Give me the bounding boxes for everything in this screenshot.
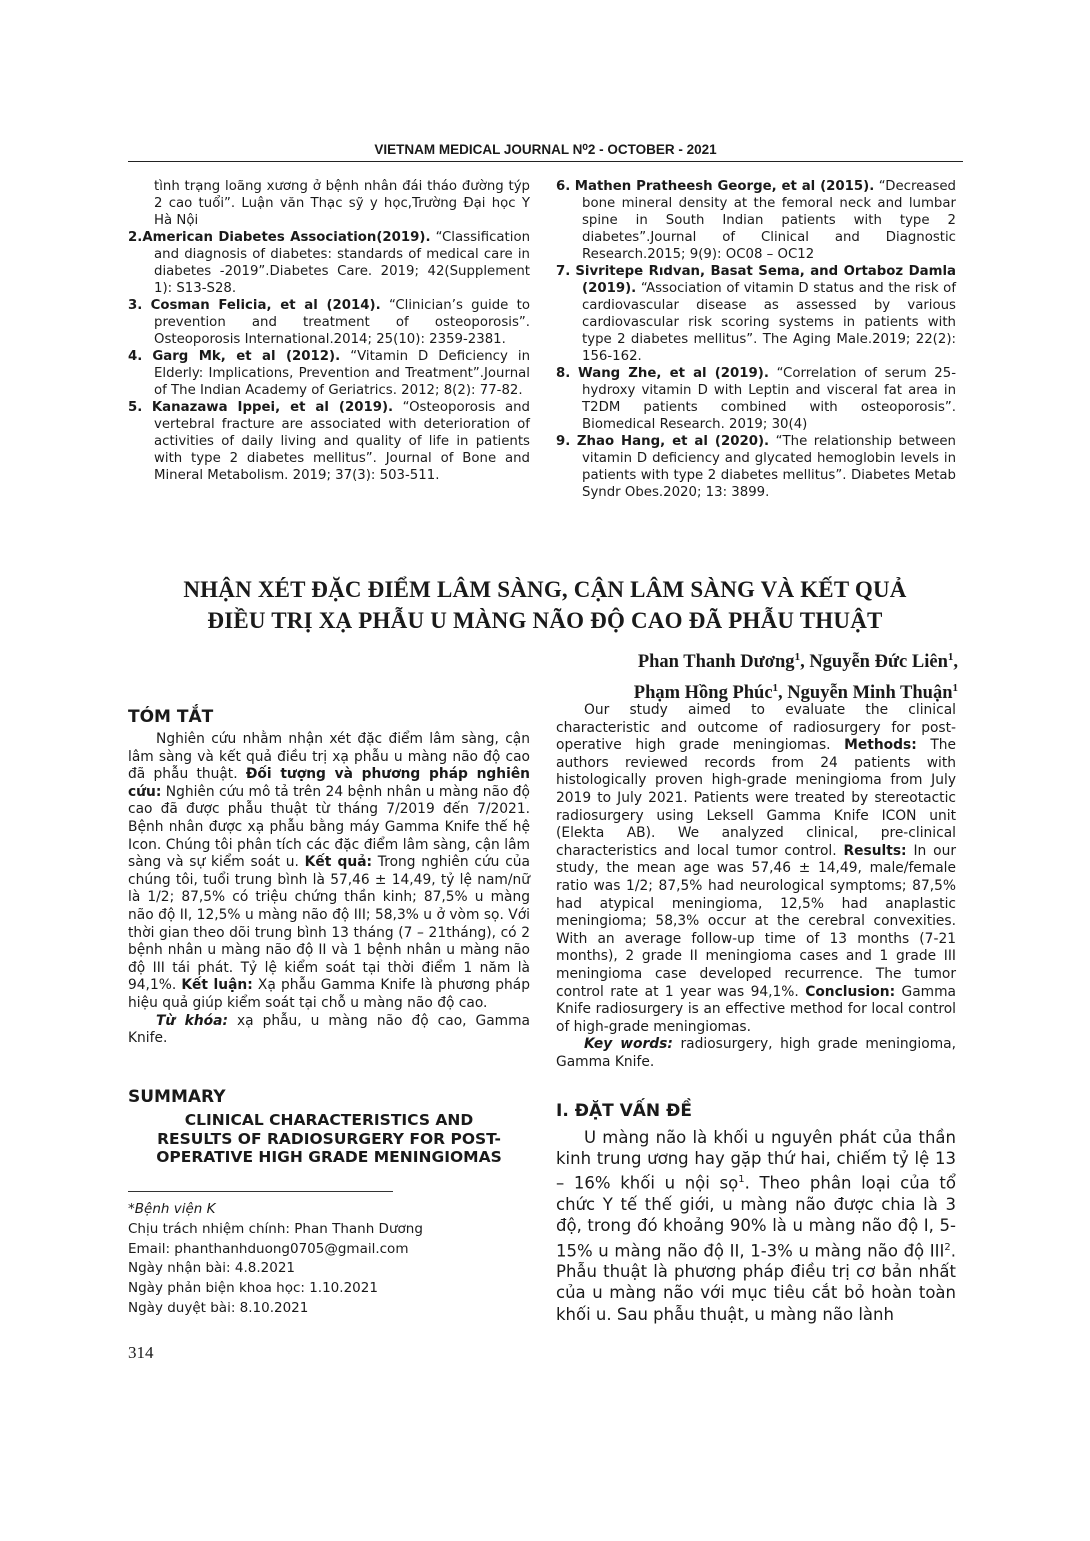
- summary-title-line: RESULTS OF RADIOSURGERY FOR POST-: [157, 1129, 501, 1148]
- reference-8: [556, 365, 956, 433]
- abstract-text: Gamma Knife radiosurgery is an effective method for local control of high-grade meningiomas.: [556, 983, 956, 1035]
- reference-4: [128, 348, 530, 399]
- reference-authors: Garg Mk, et al (2012).: [152, 349, 341, 364]
- reference-text: “Association of vitamin D status and the risk of cardiovascular disease as assessed by various cardiovascular risk scoring systems in patients with type 2 diabetes mellitus”. The Aging Male.2019; 22(2): 156-162.: [582, 281, 956, 364]
- summary-title-line: OPERATIVE HIGH GRADE MENINGIOMAS: [156, 1148, 502, 1166]
- footnote-email: Email: phanthanhduong0705@gmail.com: [128, 1240, 409, 1257]
- reference-number: 8.: [556, 366, 571, 381]
- keywords-label: Key words:: [584, 1036, 673, 1053]
- abstract-en-body: [556, 702, 956, 1036]
- reference-body: [556, 365, 956, 433]
- reference-authors: American Diabetes Association(2019).: [142, 230, 431, 245]
- author-affiliation-mark: 1: [772, 682, 779, 695]
- reference-number: 2.: [128, 230, 143, 245]
- references-right: [556, 178, 956, 501]
- intro-section: [556, 1127, 956, 1325]
- footnote-affiliation: *Bệnh viện K: [128, 1201, 216, 1217]
- author-affiliation-mark: 1: [794, 651, 801, 663]
- reference-body: [128, 399, 530, 484]
- article-title-line-1: NHẬN XÉT ĐẶC ĐIỂM LÂM SÀNG, CẬN LÂM SÀNG VÀ KẾT QUẢ: [183, 577, 907, 602]
- abstract-text: Nghiên cứu nhằm nhận xét đặc điểm lâm sàng, cận lâm sàng và kết quả điều trị xạ phẫu u màng não độ cao đã phẫu thuật.: [128, 731, 530, 783]
- intro-text: . Phẫu thuật là phương pháp điều trị cơ bản nhất của u màng não với mục tiêu cắt bỏ hoàn toàn khối u. Sau phẫu thuật, u màng não lành: [556, 1241, 956, 1324]
- reference-number: 9.: [556, 434, 571, 449]
- reference-authors: Mathen Pratheesh George, et al (2015).: [574, 179, 875, 194]
- reference-text: tình trạng loãng xương ở bệnh nhân đái tháo đường týp 2 cao tuổi”. Luận văn Thạc sỹ y học,Trường Đại học Y Hà Nội: [154, 179, 530, 228]
- keywords-text: radiosurgery, high grade meningioma, Gamma Knife.: [556, 1036, 956, 1070]
- reference-text: “Clinician’s guide to prevention and treatment of osteoporosis”. Osteoporosis International.2014; 25(10): 2359-2381.: [154, 298, 530, 347]
- footnote-responsible: Chịu trách nhiệm chính: Phan Thanh Dương: [128, 1220, 423, 1237]
- reference-body: [556, 178, 956, 263]
- footnote-received: Ngày nhận bài: 4.8.2021: [128, 1260, 296, 1277]
- keywords-text: xạ phẫu, u màng não độ cao, Gamma Knife.: [128, 1012, 531, 1047]
- author-name: Nguyễn Minh Thuận: [787, 683, 953, 704]
- footnote-reviewed: Ngày phản biện khoa học: 1.10.2021: [128, 1280, 378, 1297]
- article-title: [120, 574, 970, 636]
- author-separator: ,: [953, 652, 958, 673]
- abstract-en: [556, 702, 956, 1071]
- reference-body: [128, 229, 530, 297]
- abstract-text: Our study aimed to evaluate the clinical characteristic and outcome of radiosurgery for post-operative high grade meningiomas.: [556, 702, 956, 754]
- header-rule: [128, 161, 963, 162]
- reference-body: [128, 297, 530, 348]
- author-separator: ,: [778, 683, 788, 704]
- keywords-label: Từ khóa:: [156, 1012, 228, 1029]
- author-name: Phan Thanh Dương: [637, 652, 795, 673]
- summary-heading: SUMMARY: [128, 1087, 226, 1107]
- reference-number: 4.: [128, 349, 143, 364]
- intro-text: . Theo phân loại của tổ chức Y tế thế giới, u màng não được chia là 3 độ, trong đó khoảng 90% là u màng não độ I, 5-15% u màng não độ II, 1-3% u màng não độ III: [556, 1173, 956, 1261]
- author-name: Phạm Hồng Phúc: [633, 683, 773, 704]
- abstract-vi-keywords: [128, 1013, 530, 1048]
- abstract-label: Kết quả:: [304, 854, 373, 871]
- abstract-vi-heading: TÓM TẮT: [128, 707, 214, 727]
- page-number: 314: [128, 1343, 154, 1362]
- footnote-rule: [128, 1191, 393, 1192]
- abstract-vi: [128, 731, 530, 1048]
- abstract-label: Results:: [843, 842, 907, 859]
- reference-text: “Decreased bone mineral density at the femoral neck and lumbar spine in South Indian patients with type 2 diabetes”.Journal of Clinical and Diagnostic Research.2015; 9(9): OC08 – OC12: [582, 179, 956, 262]
- article-title-line-2: ĐIỀU TRỊ XẠ PHẪU U MÀNG NÃO ĐỘ CAO ĐÃ PHẪU THUẬT: [207, 608, 883, 633]
- citation-mark: 2: [944, 1241, 951, 1253]
- author-name: Nguyễn Đức Liên: [809, 652, 948, 673]
- reference-authors: Cosman Felicia, et al (2014).: [150, 298, 381, 313]
- intro-heading: I. ĐẶT VẤN ĐỀ: [556, 1101, 692, 1121]
- reference-authors: Wang Zhe, et al (2019).: [578, 366, 769, 381]
- reference-body: [556, 263, 956, 365]
- references-left: [128, 178, 530, 484]
- reference-text: “Vitamin D Deficiency in Elderly: Implications, Prevention and Treatment”.Journal of The Indian Academy of Geriatrics. 2012; 8(2): 77-82.: [154, 349, 530, 398]
- summary-title-line: CLINICAL CHARACTERISTICS AND: [184, 1111, 474, 1129]
- reference-number: 6.: [556, 179, 571, 194]
- intro-text: U màng não là khối u nguyên phát của thần kinh trung ương hay gặp thứ hai, chiếm tỷ lệ 13 – 16% khối u nội sọ: [556, 1128, 956, 1193]
- reference-1-continuation: [128, 178, 530, 229]
- author-line-1: [634, 644, 958, 675]
- reference-authors: Sivritepe Rıdvan, Basat Sema, and Ortaboz Damla (2019).: [575, 264, 956, 296]
- abstract-text: Nghiên cứu mô tả trên 24 bệnh nhân u màng não độ cao đã được phẫu thuật từ tháng 7/2019 đến 7/2021. Bệnh nhân được xạ phẫu bằng máy Gamma Knife thế hệ Icon. Chúng tôi phân tích các đặc điểm lâm sàng, cận lâm sàng và sự kiểm soát u.: [128, 783, 530, 871]
- reference-number: 5.: [128, 400, 143, 415]
- abstract-text: Trong nghiên cứu của chúng tôi, tuổi trung bình là 57,46 ± 14,49, tỷ lệ nam/nữ là 1/2; 87,5% có triệu chứng thần kinh; 87,5% u màng não độ II, 12,5% u màng não độ III; 58,3% u ở vòm sọ. Với thời gian theo dõi trung bình 13 tháng (7 – 21tháng), có 2 bệnh nhân u màng não độ II và 1 bệnh nhân u màng não độ III tái phát. Tỷ lệ kiểm soát tại thời điểm 1 năm là 94,1%.: [128, 854, 530, 994]
- reference-text: “Osteoporosis and vertebral fracture are associated with deterioration of activities of daily living and quality of life in patients with type 2 diabetes mellitus”. Journal of Bone and Mineral Metabolism. 2019; 37(3): 503-511.: [154, 400, 530, 483]
- abstract-text: Xạ phẫu Gamma Knife là phương pháp hiệu quả giúp kiểm soát tại chỗ u màng não độ cao.: [128, 977, 530, 1011]
- reference-authors: Zhao Hang, et al (2020).: [576, 434, 770, 449]
- reference-number: 7.: [556, 264, 571, 279]
- reference-5: [128, 399, 530, 484]
- reference-body: [556, 433, 956, 501]
- reference-text: “Correlation of serum 25-hydroxy vitamin D with Leptin and visceral fat area in T2DM patients combined with osteoporosis”. Biomedical Research. 2019; 30(4): [582, 366, 957, 432]
- abstract-vi-body: [128, 731, 530, 1013]
- reference-9: [556, 433, 956, 501]
- reference-text: “The relationship between vitamin D deficiency and glycated hemoglobin levels in patients with type 2 diabetes mellitus”. Diabetes Metab Syndr Obes.2020; 13: 3899.: [582, 434, 956, 500]
- abstract-label: Methods:: [844, 737, 917, 754]
- abstract-label: Đối tượng và phương pháp nghiên cứu:: [128, 766, 530, 800]
- abstract-text: In our study, the mean age was 57,46 ± 14,49, male/female ratio was 1/2; 87,5% had neurological symptoms; 87,5% had atypical meningioma, 12,5% had anaplastic meningioma; 58,3% occur at the cerebral convexities. With an average follow-up time of 13 months (7-21 months), 2 grade II meningioma cases and 1 grade III meningioma case developed recurrence. The tumor control rate at 1 year was 94,1%.: [556, 842, 956, 1000]
- reference-text: “Classification and diagnosis of diabetes: standards of medical care in diabetes -2019”.Diabetes Care. 2019; 42(Supplement 1): S13-S28.: [154, 230, 531, 296]
- reference-6: [556, 178, 956, 263]
- reference-2: [128, 229, 530, 297]
- summary-title: [128, 1111, 530, 1167]
- abstract-text: The authors reviewed records from 24 patients with histologically proven high-grade meningioma from July 2019 to July 2021. Patients were treated by stereotactic radiosurgery using Leksell Gamma Knife ICON unit (Elekta AB). We analyzed clinical, pre-clinical characteristics and local tumor control.: [556, 737, 957, 859]
- footnotes: [128, 1200, 530, 1319]
- reference-7: [556, 263, 956, 365]
- journal-header: VIETNAM MEDICAL JOURNAL N⁰2 - OCTOBER - 2021: [374, 142, 717, 157]
- reference-authors: Kanazawa Ippei, et al (2019).: [151, 400, 394, 415]
- author-affiliation-mark: 1: [947, 651, 954, 663]
- author-separator: ,: [800, 652, 810, 673]
- citation-mark: 1: [738, 1174, 745, 1186]
- intro-paragraph: [556, 1127, 956, 1325]
- abstract-en-keywords: [556, 1036, 956, 1071]
- reference-3: [128, 297, 530, 348]
- reference-body: [128, 348, 530, 399]
- author-affiliation-mark: 1: [952, 682, 958, 695]
- abstract-label: Kết luận:: [181, 977, 253, 994]
- reference-number: 3.: [128, 298, 143, 313]
- abstract-label: Conclusion:: [805, 983, 896, 1000]
- footnote-accepted: Ngày duyệt bài: 8.10.2021: [128, 1299, 309, 1316]
- author-list: [634, 644, 958, 706]
